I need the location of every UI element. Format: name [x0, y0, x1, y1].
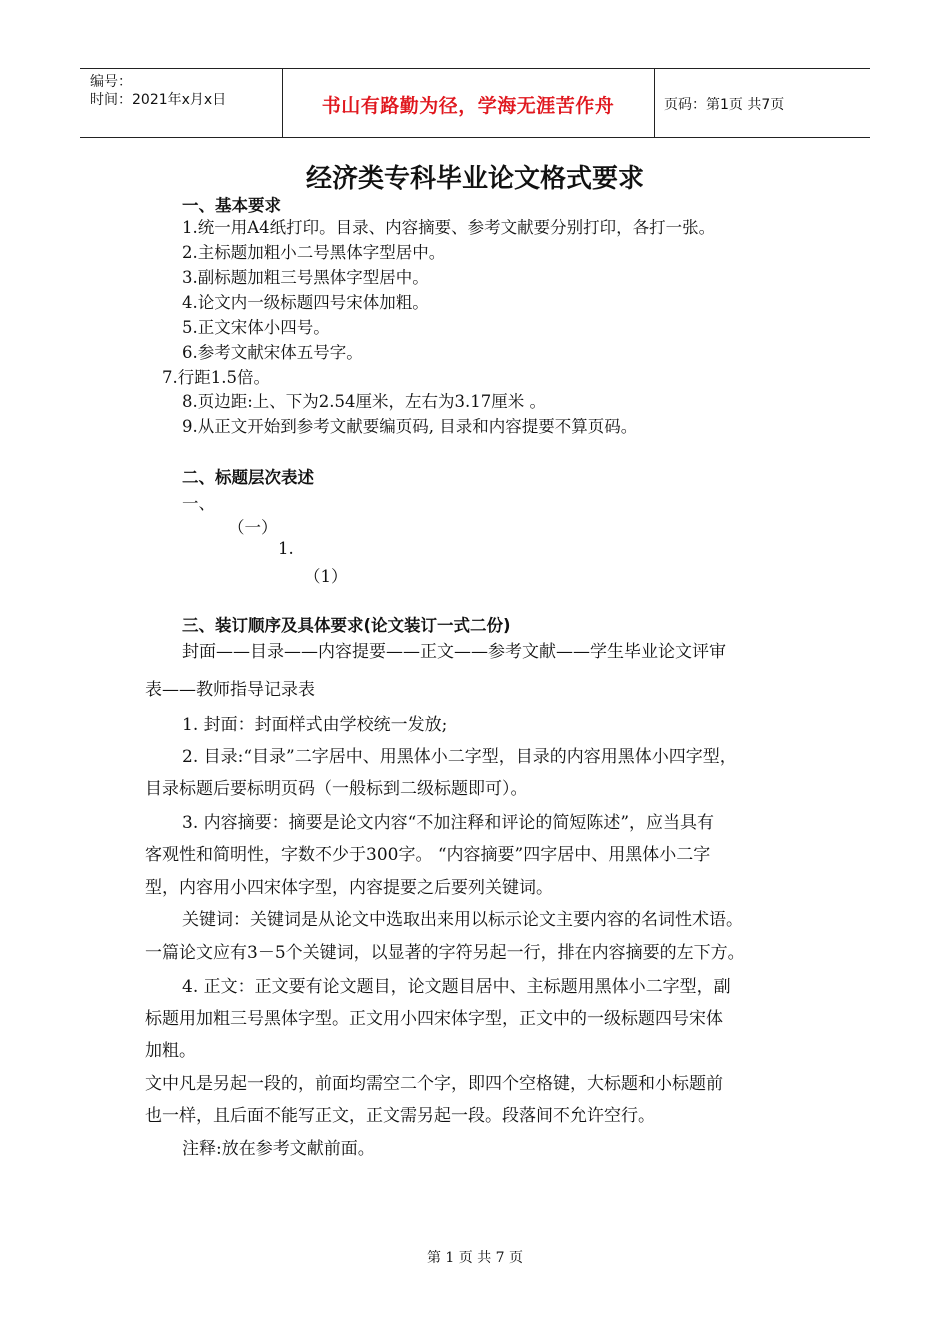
paragraph-line: 封面——目录——内容提要——正文——参考文献——学生毕业论文评审	[182, 642, 726, 662]
paragraph-line: 加粗。	[145, 1041, 196, 1061]
heading-level-example: （1）	[304, 567, 348, 586]
list-item: 8.页边距:上、下为2.54厘米，左右为3.17厘米 。	[182, 392, 547, 411]
list-item: 7.行距1.5倍。	[162, 368, 270, 387]
page-title: 经济类专科毕业论文格式要求	[305, 164, 644, 194]
page-footer: 第 1 页 共 7 页	[426, 1250, 524, 1266]
list-item: 5.正文宋体小四号。	[182, 318, 330, 337]
header-meta	[90, 73, 226, 109]
paragraph-line: 客观性和简明性，字数不少于300字。 “内容摘要”四字居中、用黑体小二字	[145, 845, 711, 865]
heading-level-example: 1.	[278, 539, 294, 558]
number-label: 编号：	[90, 74, 132, 90]
section-heading-binding: 三、装订顺序及具体要求(论文装订一式二份)	[182, 616, 511, 635]
time-label: 时间：2021年x月x日	[90, 92, 227, 108]
paragraph-line: 注释:放在参考文献前面。	[182, 1139, 375, 1159]
heading-level-example: （一）	[228, 518, 278, 537]
list-item: 9.从正文开始到参考文献要编页码, 目录和内容提要不算页码。	[182, 417, 638, 436]
paragraph-line: 1. 封面：封面样式由学校统一发放;	[182, 715, 448, 735]
paragraph-line: 一篇论文应有3－5个关键词，以显著的字符另起一行，排在内容摘要的左下方。	[145, 943, 745, 963]
paragraph-line: 标题用加粗三号黑体字型。正文用小四宋体字型，正文中的一级标题四号宋体	[145, 1009, 723, 1029]
list-item: 3.副标题加粗三号黑体字型居中。	[182, 268, 429, 287]
paragraph-line: 表——教师指导记录表	[145, 680, 315, 700]
section-heading-basic: 一、基本要求	[182, 196, 281, 215]
paragraph-line: 目录标题后要标明页码（一般标到二级标题即可）。	[145, 779, 528, 799]
paragraph-line: 型，内容用小四宋体字型，内容提要之后要列关键词。	[145, 878, 553, 898]
header-page-info: 页码：第1页 共7页	[664, 97, 785, 113]
header-divider	[654, 69, 655, 137]
section-heading-levels: 二、标题层次表述	[182, 468, 314, 487]
paragraph-line: 也一样，且后面不能写正文，正文需另起一段。段落间不允许空行。	[145, 1106, 655, 1126]
paragraph-line: 4. 正文：正文要有论文题目，论文题目居中、主标题用黑体小二字型，副	[182, 977, 731, 997]
document-header	[80, 68, 870, 138]
paragraph-line: 文中凡是另起一段的，前面均需空二个字，即四个空格键，大标题和小标题前	[145, 1074, 723, 1094]
paragraph-line: 关键词：关键词是从论文中选取出来用以标示论文主要内容的名词性术语。	[182, 910, 743, 930]
list-item: 6.参考文献宋体五号字。	[182, 343, 363, 362]
paragraph-line: 3. 内容摘要：摘要是论文内容“不加注释和评论的简短陈述”，应当具有	[182, 813, 715, 833]
list-item: 4.论文内一级标题四号宋体加粗。	[182, 293, 429, 312]
heading-level-example: 一、	[182, 494, 215, 513]
paragraph-line: 2. 目录:“目录”二字居中、用黑体小二字型，目录的内容用黑体小四字型，	[182, 747, 737, 767]
list-item: 2.主标题加粗小二号黑体字型居中。	[182, 243, 446, 262]
header-motto: 书山有路勤为径，学海无涯苦作舟	[321, 95, 615, 117]
list-item: 1.统一用A4纸打印。目录、内容摘要、参考文献要分别打印，各打一张。	[182, 218, 716, 237]
